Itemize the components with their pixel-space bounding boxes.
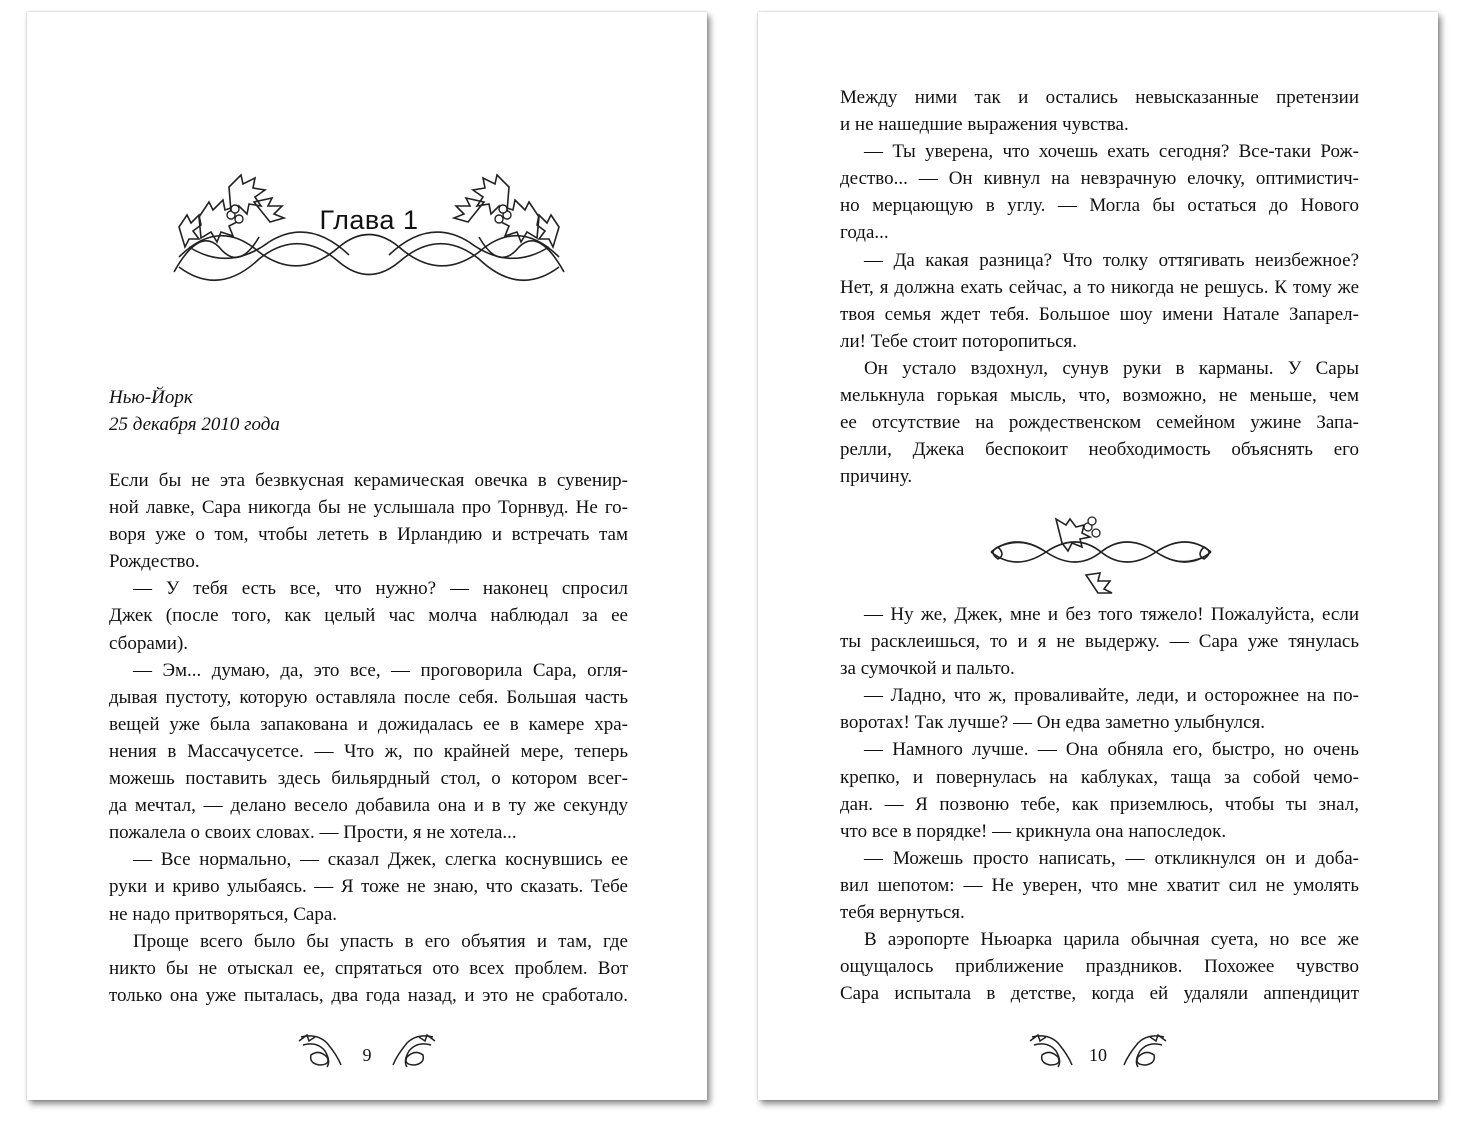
text-line: Проще всего было бы упасть в его объятия и там, где [133, 930, 628, 952]
text-line: — У тебя есть все, что нужно? — наконец спросил [133, 578, 628, 600]
text-line: Он устало вздохнул, сунув руки в карманы. У Сары [864, 357, 1359, 379]
text-line: можешь поставить здесь бильярдный стол, о котором всег- [109, 768, 628, 790]
text-line: ной лавке, Сара никогда бы не услышала про Торнвуд. Не го- [109, 497, 628, 519]
text-line: ощущалось приближение праздников. Похожее чувство [840, 956, 1359, 978]
page-number: 10 [1089, 1045, 1107, 1065]
text-line: вил шепотом: — Не уверен, что мне хватит сил не умолять [840, 874, 1359, 896]
text-line: ее отсутствие на рождественском семейном ужине Запа- [840, 412, 1359, 434]
chapter-title: Глава 1 [319, 205, 419, 235]
text-line: пожалела о своих словах. — Прости, я не хотела... [109, 822, 517, 844]
text-line: крепко, и повернулась на каблуках, таща за собой чемо- [840, 766, 1359, 788]
text-line: да мечтал, — делано весело добавила она и в ту же секунду [109, 795, 628, 817]
right-body-text-bottom [840, 601, 1359, 1007]
left-footer [27, 1027, 707, 1077]
text-line: нения в Массачусетсе. — Что ж, по крайней мере, теперь [109, 740, 628, 762]
text-line: — Все нормально, — сказал Джек, слегка коснувшись ее [133, 849, 628, 871]
text-line: — Эм... думаю, да, это все, — проговорила Сара, огля- [133, 659, 628, 681]
text-line: воротах! Так лучше? — Он едва заметно улыбнулся. [840, 712, 1266, 734]
text-line: Рождество. [109, 551, 200, 573]
text-line: и не нашедшие выражения чувства. [840, 114, 1129, 136]
text-line: Если бы не эта безвкусная керамическая овечка в сувенир- [109, 470, 628, 491]
text-line: ли! Тебе стоит поторопиться. [840, 330, 1078, 352]
chapter-header [159, 147, 579, 287]
text-line: ты расклеишься, то и я не выдержу. — Сара уже тянулась [840, 631, 1359, 653]
text-line: Между ними так и остались невысказанные претензии [840, 87, 1359, 108]
right-page [758, 12, 1438, 1100]
text-line: Сара испытала в детстве, когда ей удаляли аппендицит [840, 983, 1359, 1005]
left-body-text [109, 467, 628, 1009]
text-line: сборами). [109, 632, 189, 654]
text-line: Джек (после того, как целый час молча наблюдал за ее [109, 605, 628, 627]
left-page [27, 12, 707, 1100]
text-line: руки и криво улыбаясь. — Я тоже не знаю, что сказать. Тебе [109, 876, 628, 898]
text-line: что все в порядке! — крикнула она напоследок. [840, 820, 1227, 842]
text-line: вещей уже была запакована и дожидалась ее в камере хра- [109, 713, 628, 735]
text-line: — Ты уверена, что хочешь ехать сегодня? Все-таки Рож- [864, 141, 1359, 163]
text-line: — Ну же, Джек, мне и без того тяжело! Пожалуйста, если [864, 604, 1359, 625]
holly-knot-divider-icon [986, 507, 1216, 597]
text-line: твоя семья ждет тебя. Большое шоу имени Натале Запарел- [840, 303, 1359, 325]
right-footer [758, 1027, 1438, 1077]
date-line: 25 декабря 2010 года [109, 414, 280, 436]
text-line: мелькнула горькая мысль, что, возможно, не меньше, чем [840, 385, 1359, 407]
leaf-knot-icon [389, 1031, 437, 1071]
text-line: причину. [840, 466, 913, 488]
text-line: никто бы не отыскал ее, спрятаться ото всех проблем. Вот [109, 957, 628, 979]
text-line: Нет, я должна ехать сейчас, а то никогда не решусь. К тому же [840, 276, 1359, 298]
text-line: но мерцающую в углу. — Могла бы остаться до Нового [840, 195, 1359, 217]
text-line: — Намного лучше. — Она обняла его, быстро, но очень [864, 739, 1359, 761]
text-line: только она уже пыталась, два года назад, и это не сработало. [109, 984, 628, 1006]
text-line: тебя вернуться. [840, 902, 965, 924]
text-line: дан. — Я позвоню тебе, как приземлюсь, чтобы ты знал, [840, 793, 1359, 815]
text-line: — Можешь просто написать, — откликнулся он и доба- [864, 847, 1359, 869]
text-line: — Да какая разница? Что толку оттягивать неизбежное? [864, 249, 1359, 271]
text-line: релли, Джека беспокоит необходимость объяснять его [840, 439, 1359, 461]
right-body-text-top [840, 84, 1359, 490]
text-line: дывая пустоту, которую оставляла после себя. Большая часть [109, 686, 628, 708]
place-date [109, 384, 280, 438]
text-line: дество... — Он кивнул на невзрачную елочку, оптимистич- [840, 168, 1359, 190]
leaf-knot-icon [1120, 1031, 1168, 1071]
page-number: 9 [362, 1045, 372, 1065]
text-line: В аэропорте Ньюарка царила обычная суета, но все же [864, 929, 1359, 951]
text-line: не надо притворяться, Сара. [109, 903, 338, 925]
text-line: года... [840, 222, 889, 244]
place-line: Нью-Йорк [109, 387, 193, 408]
text-line: — Ладно, что ж, проваливайте, леди, и осторожнее на по- [864, 685, 1359, 707]
text-line: воря уже о том, чтобы лететь в Ирландию и встречать там [109, 524, 628, 546]
text-line: за сумочкой и пальто. [840, 658, 1015, 680]
